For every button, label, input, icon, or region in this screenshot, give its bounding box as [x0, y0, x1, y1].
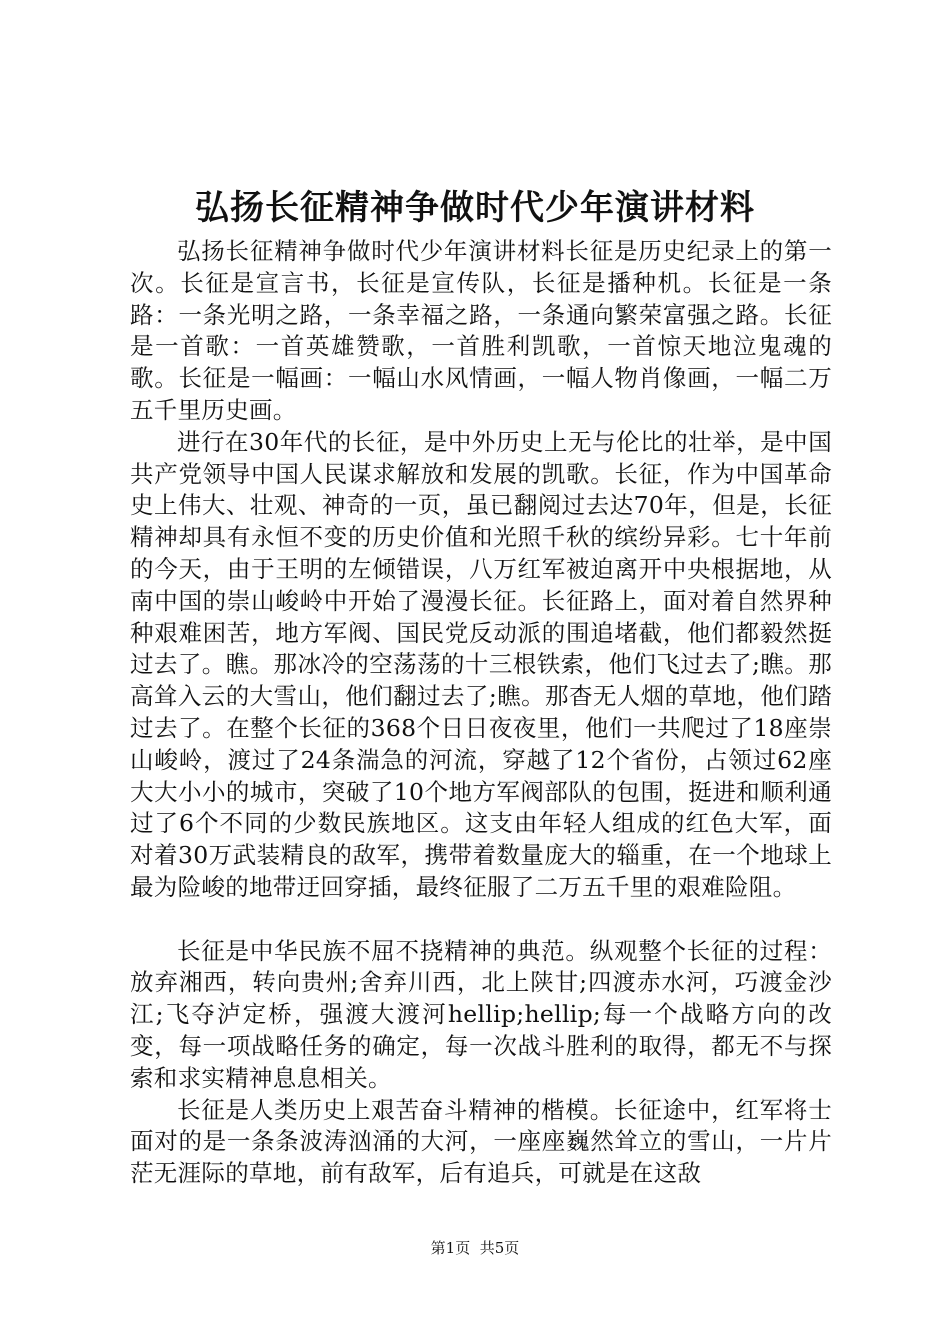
paragraph-1: 弘扬长征精神争做时代少年演讲材料长征是历史纪录上的第一次。长征是宣言书，长征是宣传队，长征是播种机。长征是一条路：一条光明之路，一条幸福之路，一条通向繁荣富强之路。长征是一首歌：一首英雄赞歌，一首胜利凯歌，一首惊天地泣鬼魂的歌。长征是一幅画：一幅山水风情画，一幅人物肖像画，一幅二万五千里历史画。 [130, 237, 832, 424]
page-total: 共5页 [479, 1239, 520, 1257]
document-title: 弘扬长征精神争做时代少年演讲材料 [195, 188, 755, 228]
paragraph-3: 长征是中华民族不屈不挠精神的典范。纵观整个长征的过程：放弃湘西，转向贵州;舍弃川西，北上陕甘;四渡赤水河，巧渡金沙江;飞夺泸定桥，强渡大渡河hellip;hellip;每一个战略方向的改变，每一项战略任务的确定，每一次战斗胜利的取得，都无不与探索和求实精神息息相关。 [130, 936, 832, 1092]
paragraph-2: 进行在30年代的长征，是中外历史上无与伦比的壮举，是中国共产党领导中国人民谋求解放和发展的凯歌。长征，作为中国革命史上伟大、壮观、神奇的一页，虽已翻阅过去达70年，但是，长征精神却具有永恒不变的历史价值和光照千秋的缤纷异彩。七十年前的今天，由于王明的左倾错误，八万红军被迫离开中央根据地，从南中国的崇山峻岭中开始了漫漫长征。长征路上，面对着自然界种种艰难困苦，地方军阀、国民党反动派的围追堵截，他们都毅然挺过去了。瞧。那冰冷的空荡荡的十三根铁索，他们飞过去了;瞧。那高耸入云的大雪山，他们翻过去了;瞧。那杳无人烟的草地，他们踏过去了。在整个长征的368个日日夜夜里，他们一共爬过了18座崇山峻岭，渡过了24条湍急的河流，穿越了12个省份，占领过62座大大小小的城市，突破了10个地方军阀部队的包围，挺进和顺利通过了6个不同的少数民族地区。这支由年轻人组成的红色大军，面对着30万武装精良的敌军，携带着数量庞大的辎重，在一个地球上最为险峻的地带迂回穿插，最终征服了二万五千里的艰难险阻。 [130, 427, 832, 901]
document-body [130, 236, 832, 1190]
paragraph-4: 长征是人类历史上艰苦奋斗精神的楷模。长征途中，红军将士面对的是一条条波涛汹涌的大河，一座座巍然耸立的雪山，一片片茫无涯际的草地，前有敌军，后有追兵，可就是在这敌 [130, 1095, 832, 1188]
page-footer [0, 1238, 950, 1258]
page-number: 第1页 [430, 1239, 471, 1257]
